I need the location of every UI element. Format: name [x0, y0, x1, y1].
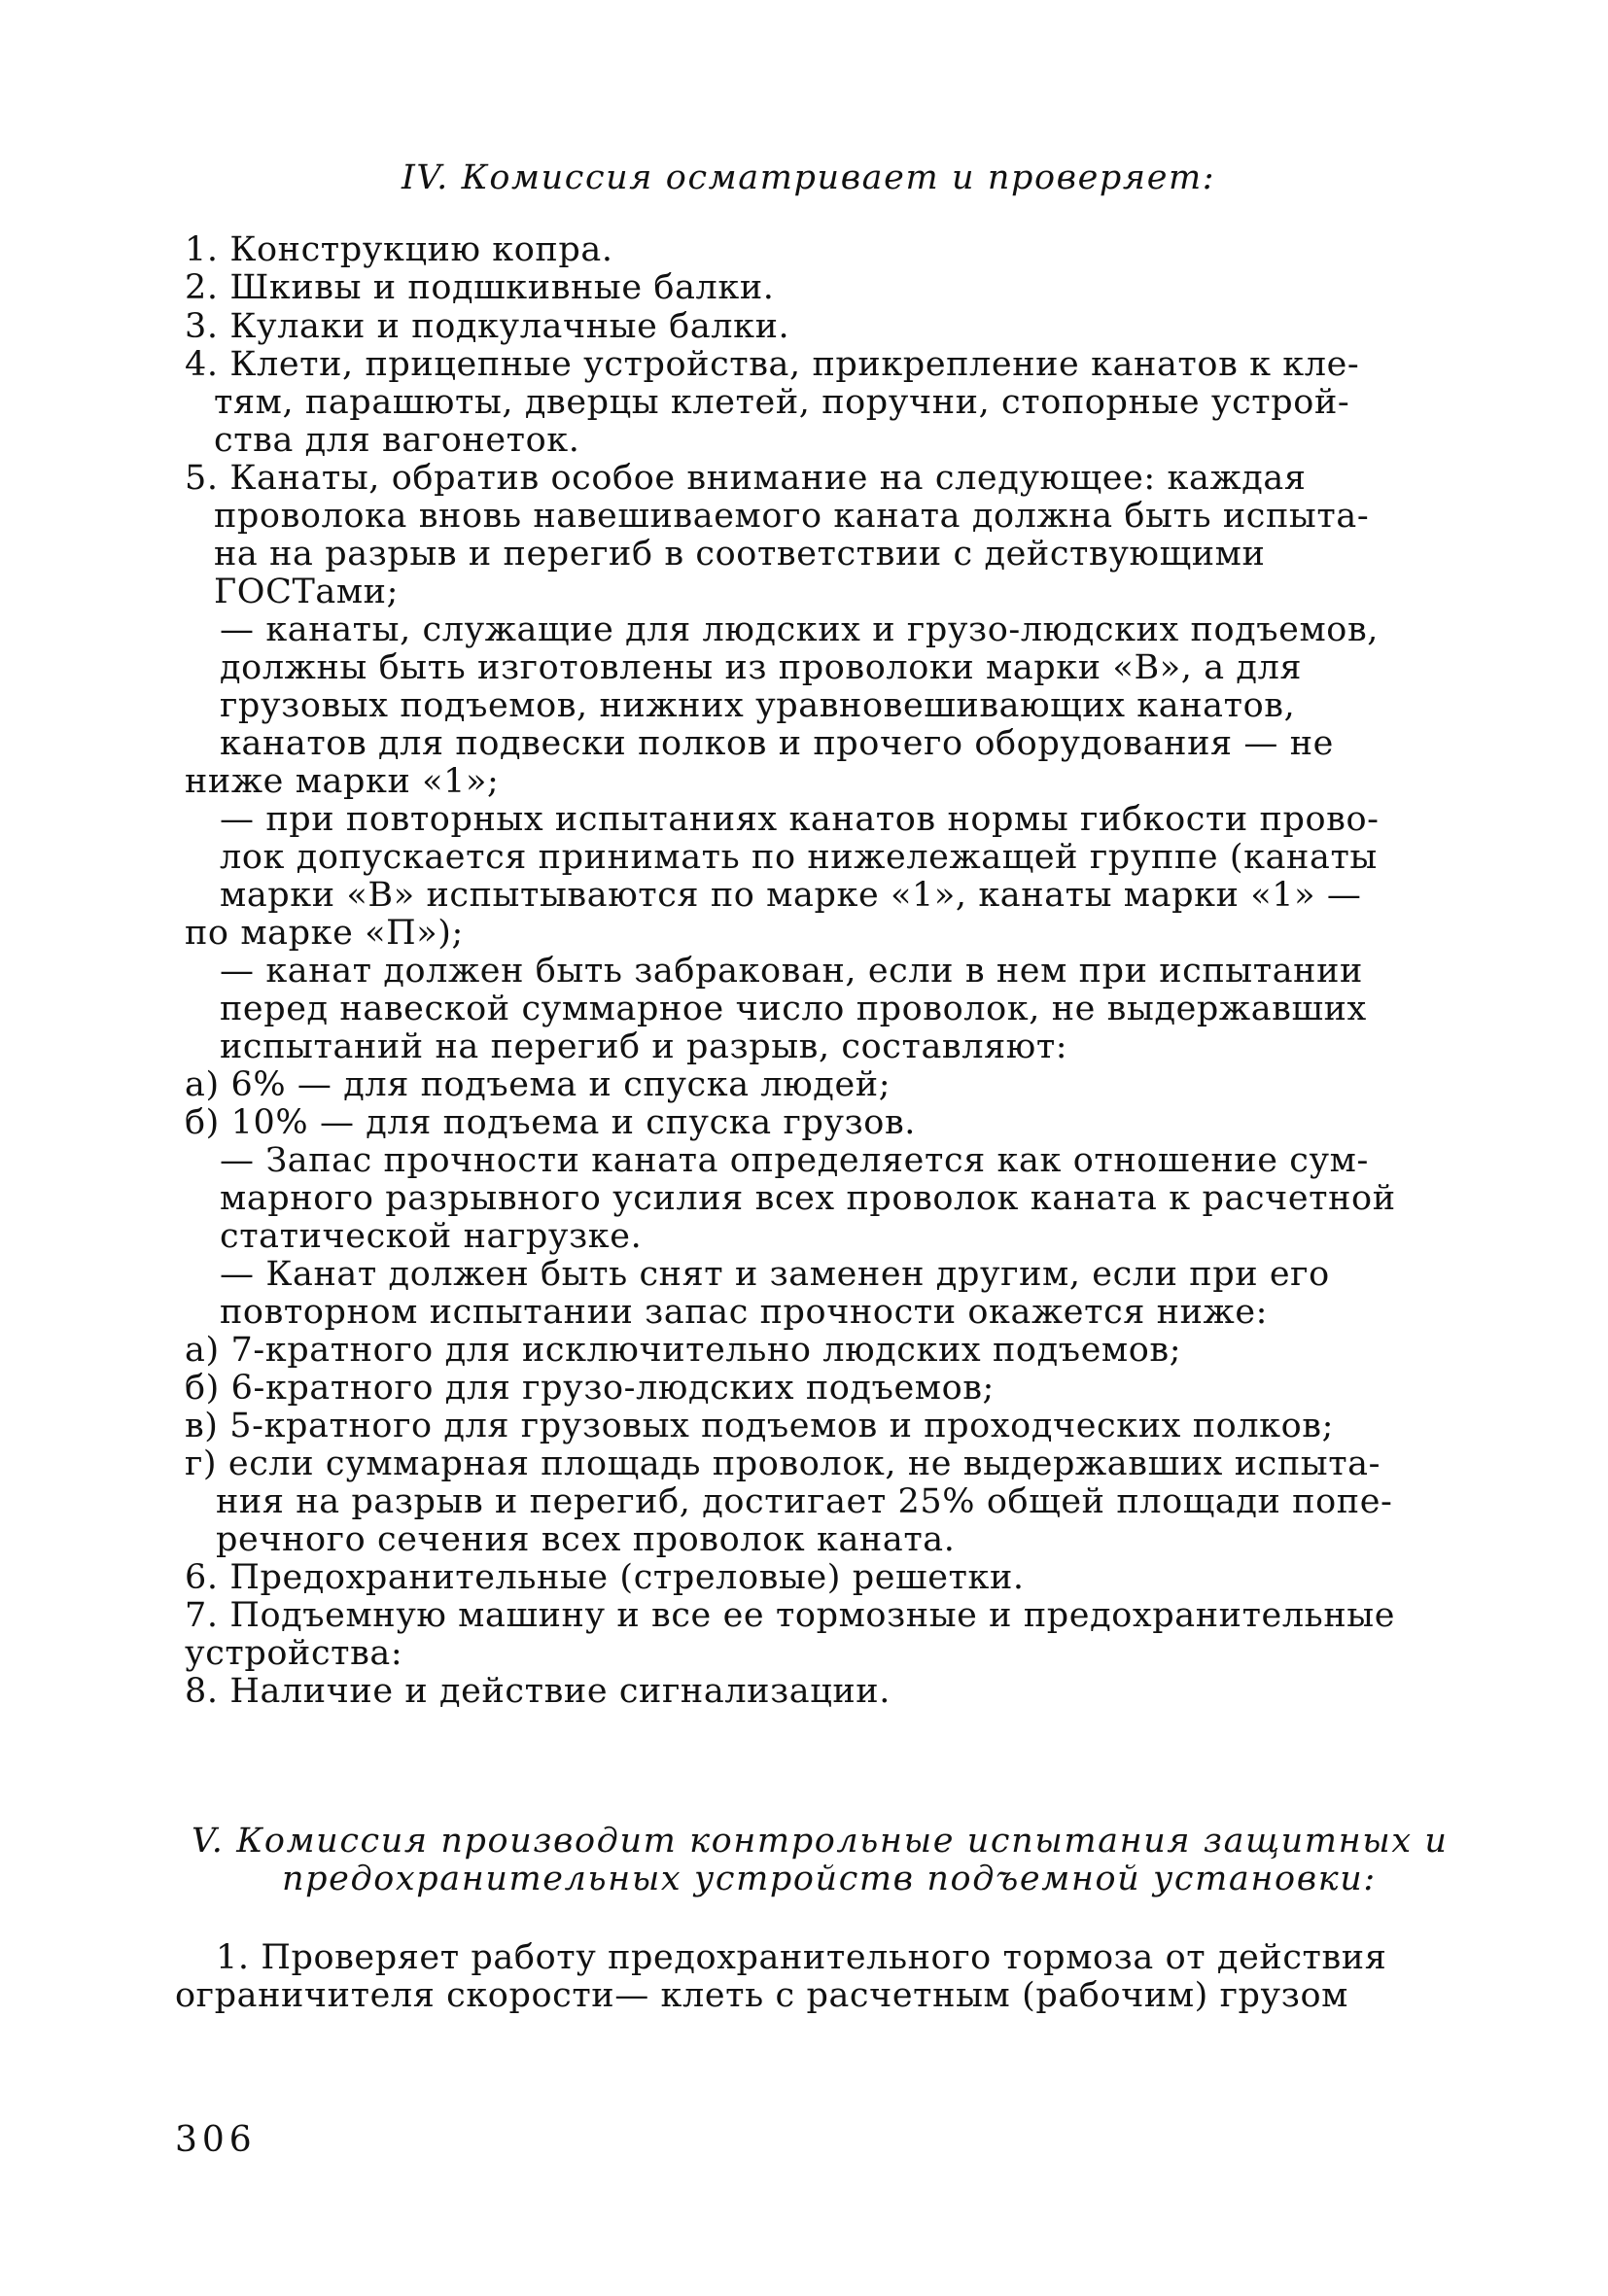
text-line: грузовых подъемов, нижних уравновешивающих канатов,	[220, 686, 1296, 725]
list-item: 6. Предохранительные (стреловые) решетки.	[185, 1558, 1025, 1597]
list-item: г) если суммарная площадь проволок, не выдержавших испыта-	[185, 1444, 1381, 1483]
text-line: марного разрывного усилия всех проволок каната к расчетной	[220, 1179, 1396, 1218]
text-line: ниже марки «1»;	[185, 762, 500, 801]
text-line: — Канат должен быть снят и заменен другим, если при его	[220, 1255, 1330, 1294]
list-item: а) 6% — для подъема и спуска людей;	[185, 1065, 891, 1104]
text-line: ства для вагонеток.	[214, 421, 580, 460]
text-line: речного сечения всех проволок каната.	[216, 1520, 956, 1559]
section-v-heading: V. Комиссия производит контрольные испытания защитных и	[192, 1822, 1449, 1861]
text-line: ния на разрыв и перегиб, достигает 25% общей площади попе-	[216, 1482, 1393, 1521]
list-item: б) 6-кратного для грузо-людских подъемов;	[185, 1369, 995, 1408]
list-item: 1. Конструкцию копра.	[185, 230, 613, 269]
section-iv-heading: IV. Комиссия осматривает и проверяет:	[402, 158, 1216, 197]
text-line: канатов для подвески полков и прочего оборудования — не	[220, 724, 1334, 763]
text-line: ограничителя скорости— клеть с расчетным (рабочим) грузом	[175, 1976, 1348, 2015]
page-number: 306	[175, 2120, 257, 2160]
text-line: ГОСТами;	[214, 573, 400, 611]
list-item: а) 7-кратного для исключительно людских подъемов;	[185, 1331, 1182, 1370]
text-line: тям, парашюты, дверцы клетей, поручни, стопорные устрой-	[214, 383, 1350, 422]
text-line: — Запас прочности каната определяется как отношение сум-	[220, 1141, 1369, 1180]
section-v-heading-cont: предохранительных устройств подъемной установки:	[282, 1860, 1377, 1898]
list-item: 3. Кулаки и подкулачные балки.	[185, 307, 790, 346]
text-line: — канаты, служащие для людских и грузо-людских подъемов,	[220, 610, 1380, 649]
text-line: статической нагрузке.	[220, 1217, 643, 1256]
text-line: лок допускается принимать по нижележащей группе (канаты	[220, 838, 1378, 877]
text-line: на на разрыв и перегиб в соответствии с действующими	[214, 535, 1266, 574]
text-line: устройства:	[185, 1634, 403, 1673]
text-line: по марке «П»);	[185, 914, 464, 953]
text-line: испытаний на перегиб и разрыв, составляют:	[220, 1027, 1068, 1066]
text-line: проволока вновь навешиваемого каната должна быть испыта-	[214, 497, 1370, 536]
text-line: — канат должен быть забракован, если в нем при испытании	[220, 952, 1363, 991]
list-item: 2. Шкивы и подшкивные балки.	[185, 268, 775, 307]
list-item: в) 5-кратного для грузовых подъемов и проходческих полков;	[185, 1407, 1335, 1445]
list-item: 7. Подъемную машину и все ее тормозные и предохранительные	[185, 1596, 1396, 1635]
list-item: 5. Канаты, обратив особое внимание на следующее: каждая	[185, 459, 1307, 498]
text-line: повторном испытании запас прочности окажется ниже:	[220, 1293, 1269, 1332]
list-item: б) 10% — для подъема и спуска грузов.	[185, 1103, 917, 1142]
text-line: перед навеской суммарное число проволок, не выдержавших	[220, 990, 1367, 1028]
text-line: — при повторных испытаниях канатов нормы гибкости прово-	[220, 800, 1380, 839]
list-item: 1. Проверяет работу предохранительного тормоза от действия	[216, 1938, 1387, 1977]
text-line: марки «В» испытываются по марке «1», канаты марки «1» —	[220, 876, 1362, 915]
list-item: 4. Клети, прицепные устройства, прикрепление канатов к кле-	[185, 345, 1360, 384]
text-line: должны быть изготовлены из проволоки марки «В», а для	[220, 648, 1303, 687]
list-item: 8. Наличие и действие сигнализации.	[185, 1672, 891, 1711]
